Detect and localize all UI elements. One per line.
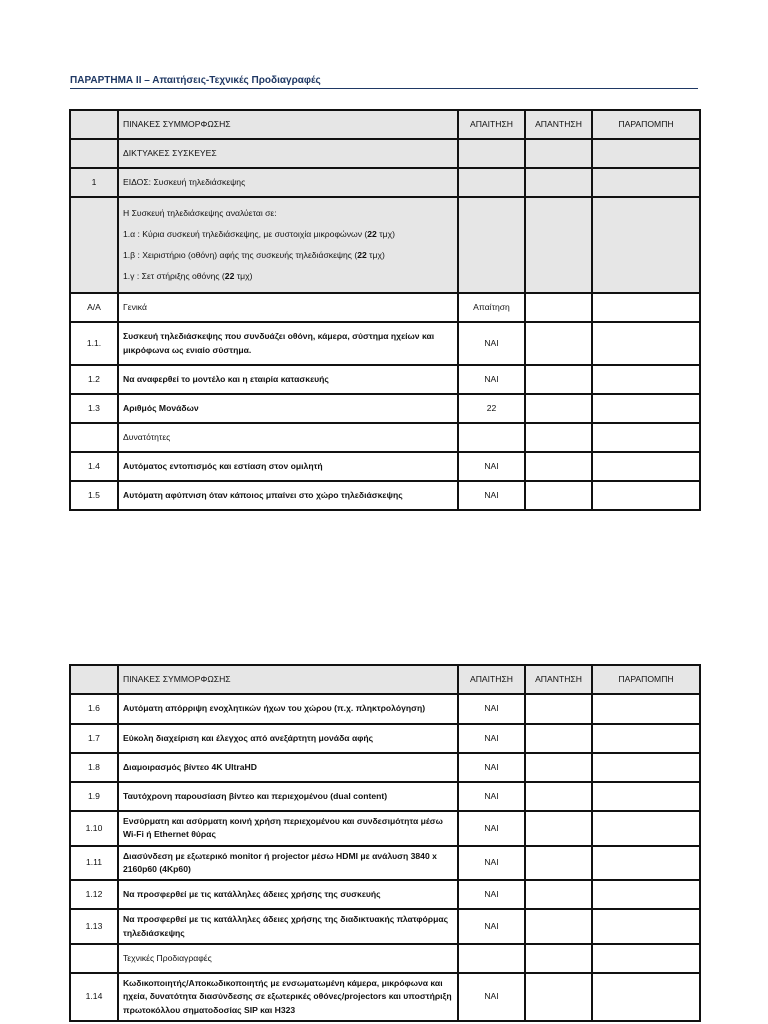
description-item-a: 1.α : Κύρια συσκευή τηλεδιάσκεψης, με συστοιχία μικροφώνων (22 τμχ) <box>123 228 395 239</box>
header-reference: ΠΑΡΑΠΟΜΠΗ <box>592 665 700 694</box>
header-requirement: ΑΠΑΙΤΗΣΗ <box>458 665 525 694</box>
header-cell-empty <box>70 110 118 139</box>
compliance-table-1 <box>69 109 701 511</box>
tech-specs-label: Τεχνικές Προδιαγραφές <box>118 944 458 973</box>
table-row: 1.13 Να προσφερθεί με τις κατάλληλες άδειες χρήσης της διαδικτυακής πλατφόρμας τηλεδιάσκεψης ΝΑΙ <box>70 909 700 944</box>
table-row: 1.12 Να προσφερθεί με τις κατάλληλες άδειες χρήσης της συσκευής ΝΑΙ <box>70 880 700 909</box>
document-header <box>70 70 698 89</box>
header-answer: ΑΠΑΝΤΗΣΗ <box>525 110 592 139</box>
table-header-row <box>70 665 700 694</box>
header-cell-empty <box>70 665 118 694</box>
table-row: 1.6 Αυτόματη απόρριψη ενοχλητικών ήχων του χώρου (π.χ. πληκτρολόγηση) ΝΑΙ <box>70 694 700 724</box>
header-compliance: ΠΙΝΑΚΕΣ ΣΥΜΜΟΡΦΩΣΗΣ <box>118 110 458 139</box>
description-item-c: 1.γ : Σετ στήριξης οθόνης (22 τμχ) <box>123 271 253 282</box>
description-intro: Η Συσκευή τηλεδιάσκεψης αναλύεται σε: <box>123 207 277 218</box>
requirement-label: Απαίτηση <box>458 293 525 322</box>
header-requirement: ΑΠΑΙΤΗΣΗ <box>458 110 525 139</box>
general-row <box>70 293 700 322</box>
document-title: ΠΑΡΑΡΤΗΜΑ ΙΙ – Απαιτήσεις-Τεχνικές Προδιαγραφές <box>70 75 321 86</box>
description-cell <box>118 197 458 293</box>
capabilities-row <box>70 423 700 452</box>
tech-specs-row <box>70 944 700 973</box>
table-row: 1.7 Εύκολη διαχείριση και έλεγχος από ανεξάρτητη μονάδα αφής ΝΑΙ <box>70 724 700 753</box>
table-row: 1.9 Ταυτόχρονη παρουσίαση βίντεο και περιεχομένου (dual content) ΝΑΙ <box>70 782 700 811</box>
table-row: 1.5 Αυτόματη αφύπνιση όταν κάποιος μπαίνει στο χώρο τηλεδιάσκεψης ΝΑΙ <box>70 481 700 510</box>
section-label: ΔΙΚΤΥΑΚΕΣ ΣΥΣΚΕΥΕΣ <box>118 139 458 168</box>
type-number: 1 <box>70 168 118 197</box>
table-row: 1.4 Αυτόματος εντοπισμός και εστίαση στον ομιλητή ΝΑΙ <box>70 452 700 481</box>
section-row <box>70 139 700 168</box>
table-row: 1.2 Να αναφερθεί το μοντέλο και η εταιρία κατασκευής ΝΑΙ <box>70 365 700 394</box>
compliance-table-2 <box>69 664 701 1022</box>
header-answer: ΑΠΑΝΤΗΣΗ <box>525 665 592 694</box>
table-row: 1.11 Διασύνδεση με εξωτερικό monitor ή projector μέσω HDMI με ανάλυση 3840 x 2160p60 (4Kp60) ΝΑΙ <box>70 846 700 881</box>
table-header-row <box>70 110 700 139</box>
aa-label: Α/Α <box>70 293 118 322</box>
general-label: Γενικά <box>118 293 458 322</box>
table-row: 1.10 Ενσύρματη και ασύρματη κοινή χρήση περιεχομένου και συνδεσιμότητα μέσω Wi-Fi ή Ethernet θύρας ΝΑΙ <box>70 811 700 846</box>
header-reference: ΠΑΡΑΠΟΜΠΗ <box>592 110 700 139</box>
header-compliance: ΠΙΝΑΚΕΣ ΣΥΜΜΟΡΦΩΣΗΣ <box>118 665 458 694</box>
type-label: ΕΙΔΟΣ: Συσκευή τηλεδιάσκεψης <box>118 168 458 197</box>
capabilities-label: Δυνατότητες <box>118 423 458 452</box>
description-row <box>70 197 700 293</box>
description-item-b: 1.β : Χειριστήριο (οθόνη) αφής της συσκευής τηλεδιάσκεψης (22 τμχ) <box>123 250 385 260</box>
table-row: 1.14 Κωδικοποιητής/Αποκωδικοποιητής με ενσωματωμένη κάμερα, μικρόφωνα και ηχεία, δυνατότητα διασύνδεσης σε εξωτερικές οθόνες/projectors και υποστήριξη πρωτοκόλλου σηματοδοσίας SIP και H323 ΝΑΙ <box>70 973 700 1021</box>
type-row <box>70 168 700 197</box>
table-row: 1.3 Αριθμός Μονάδων 22 <box>70 394 700 423</box>
table-row: 1.8 Διαμοιρασμός βίντεο 4K UltraHD ΝΑΙ <box>70 753 700 782</box>
table-row: 1.1. Συσκευή τηλεδιάσκεψης που συνδυάζει οθόνη, κάμερα, σύστημα ηχείων και μικρόφωνα ως ενιαίο σύστημα. ΝΑΙ <box>70 322 700 365</box>
